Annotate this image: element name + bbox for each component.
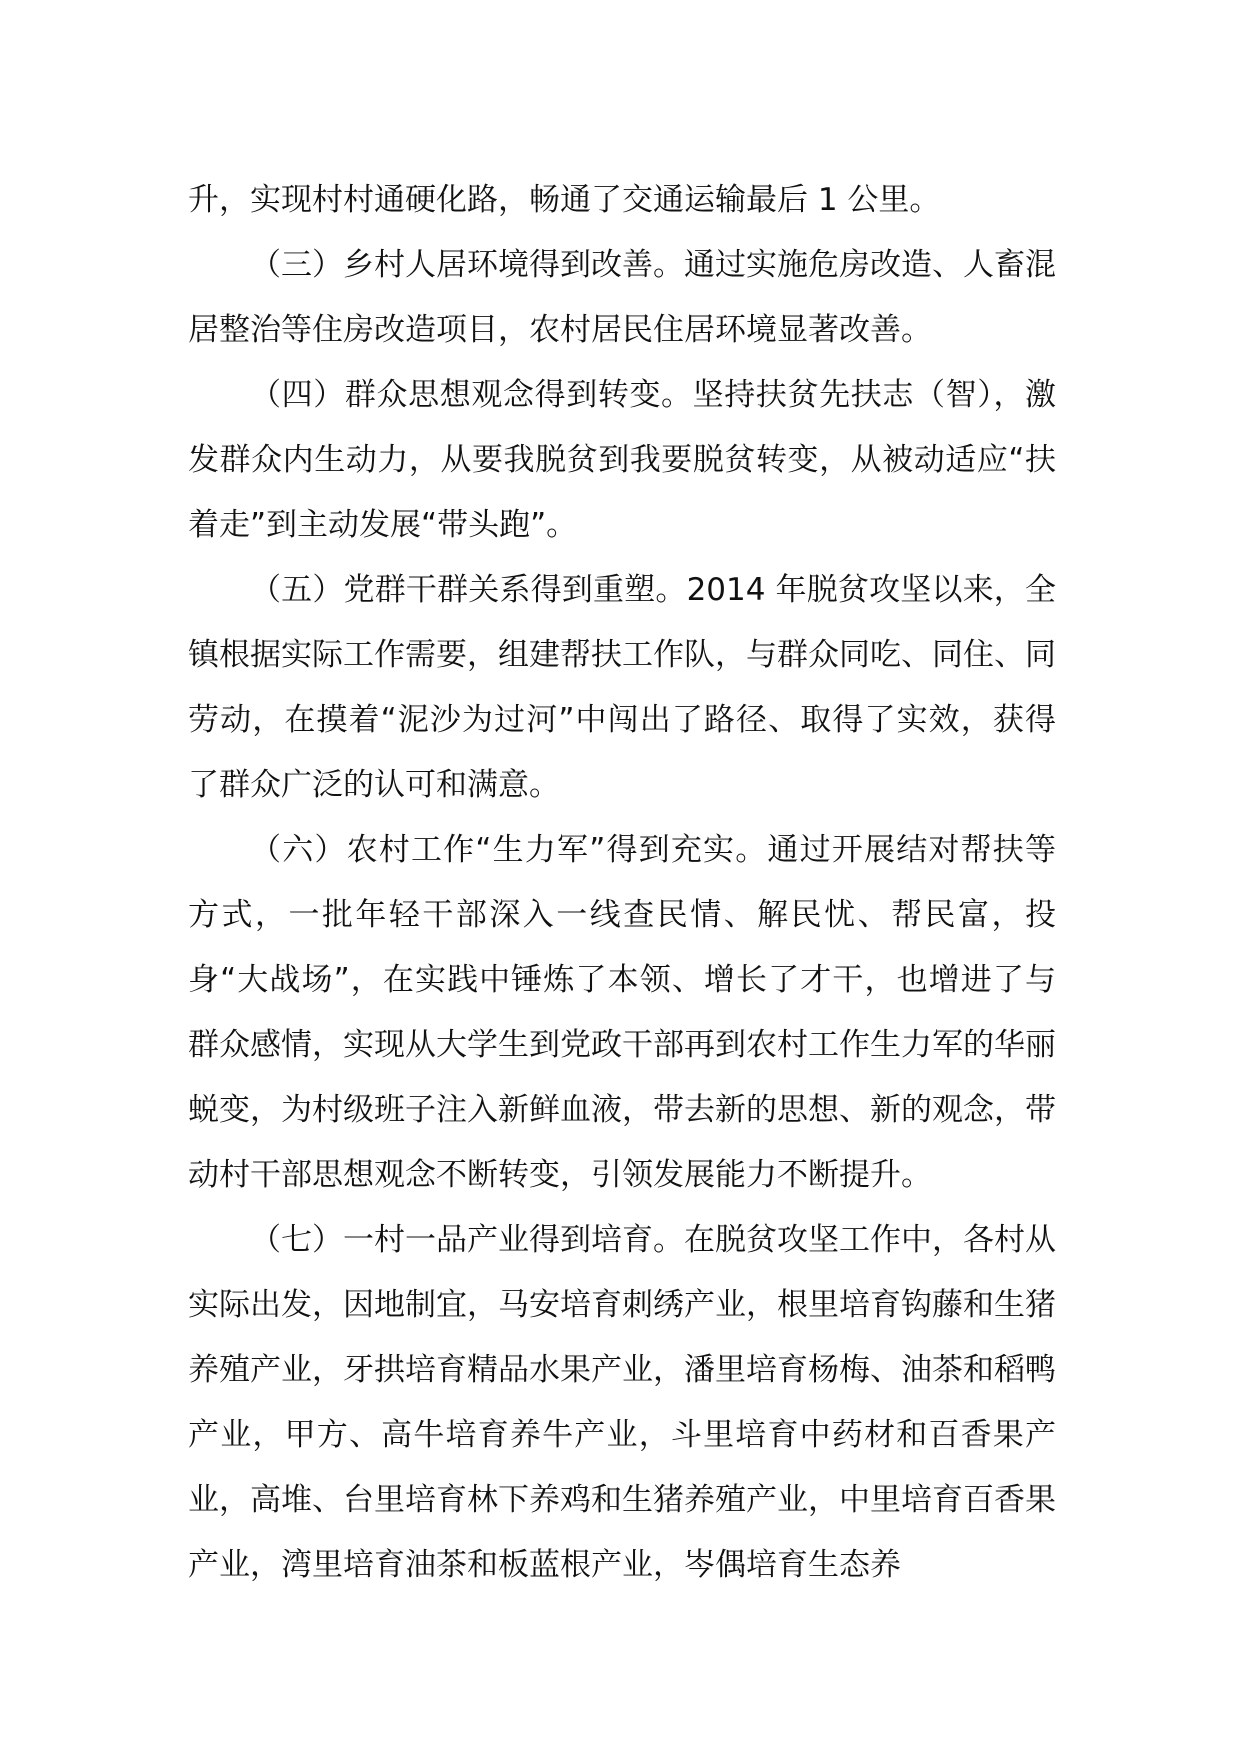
paragraph-village-industry: （七）一村一品产业得到培育。在脱贫攻坚工作中，各村从实际出发，因地制宜，马安培育刺绣产业，根里培育钩藤和生猪养殖产业，牙拱培育精品水果产业，潘里培育杨梅、油茶和稻鸭产业，甲方、高牛培育养牛产业，斗里培育中药材和百香果产业，高堆、台里培育林下养鸡和生猪养殖产业，中里培育百香果产业，湾里培育油茶和板蓝根产业，岑偶培育生态养 [188, 1222, 1056, 1583]
paragraph-living-environment: （三）乡村人居环境得到改善。通过实施危房改造、人畜混居整治等住房改造项目，农村居民住居环境显著改善。 [188, 247, 1056, 348]
paragraph-rural-workforce: （六）农村工作“生力军”得到充实。通过开展结对帮扶等方式，一批年轻干部深入一线查民情、解民忧、帮民富，投身“大战场”，在实践中锤炼了本领、增长了才干，也增进了与群众感情，实现从大学生到党政干部再到农村工作生力军的华丽蜕变，为村级班子注入新鲜血液，带去新的思想、新的观念，带动村干部思想观念不断转变，引领发展能力不断提升。 [188, 832, 1056, 1193]
paragraph-mindset-change: （四）群众思想观念得到转变。坚持扶贫先扶志（智），激发群众内生动力，从要我脱贫到我要脱贫转变，从被动适应“扶着走”到主动发展“带头跑”。 [188, 377, 1056, 543]
paragraph-party-relations: （五）党群干群关系得到重塑。2014 年脱贫攻坚以来，全镇根据实际工作需要，组建帮扶工作队，与群众同吃、同住、同劳动，在摸着“泥沙为过河”中闯出了路径、取得了实效，获得了群众广泛的认可和满意。 [188, 572, 1056, 803]
paragraph-continuation: 升，实现村村通硬化路，畅通了交通运输最后 1 公里。 [188, 182, 941, 218]
document-page [188, 168, 1056, 1598]
